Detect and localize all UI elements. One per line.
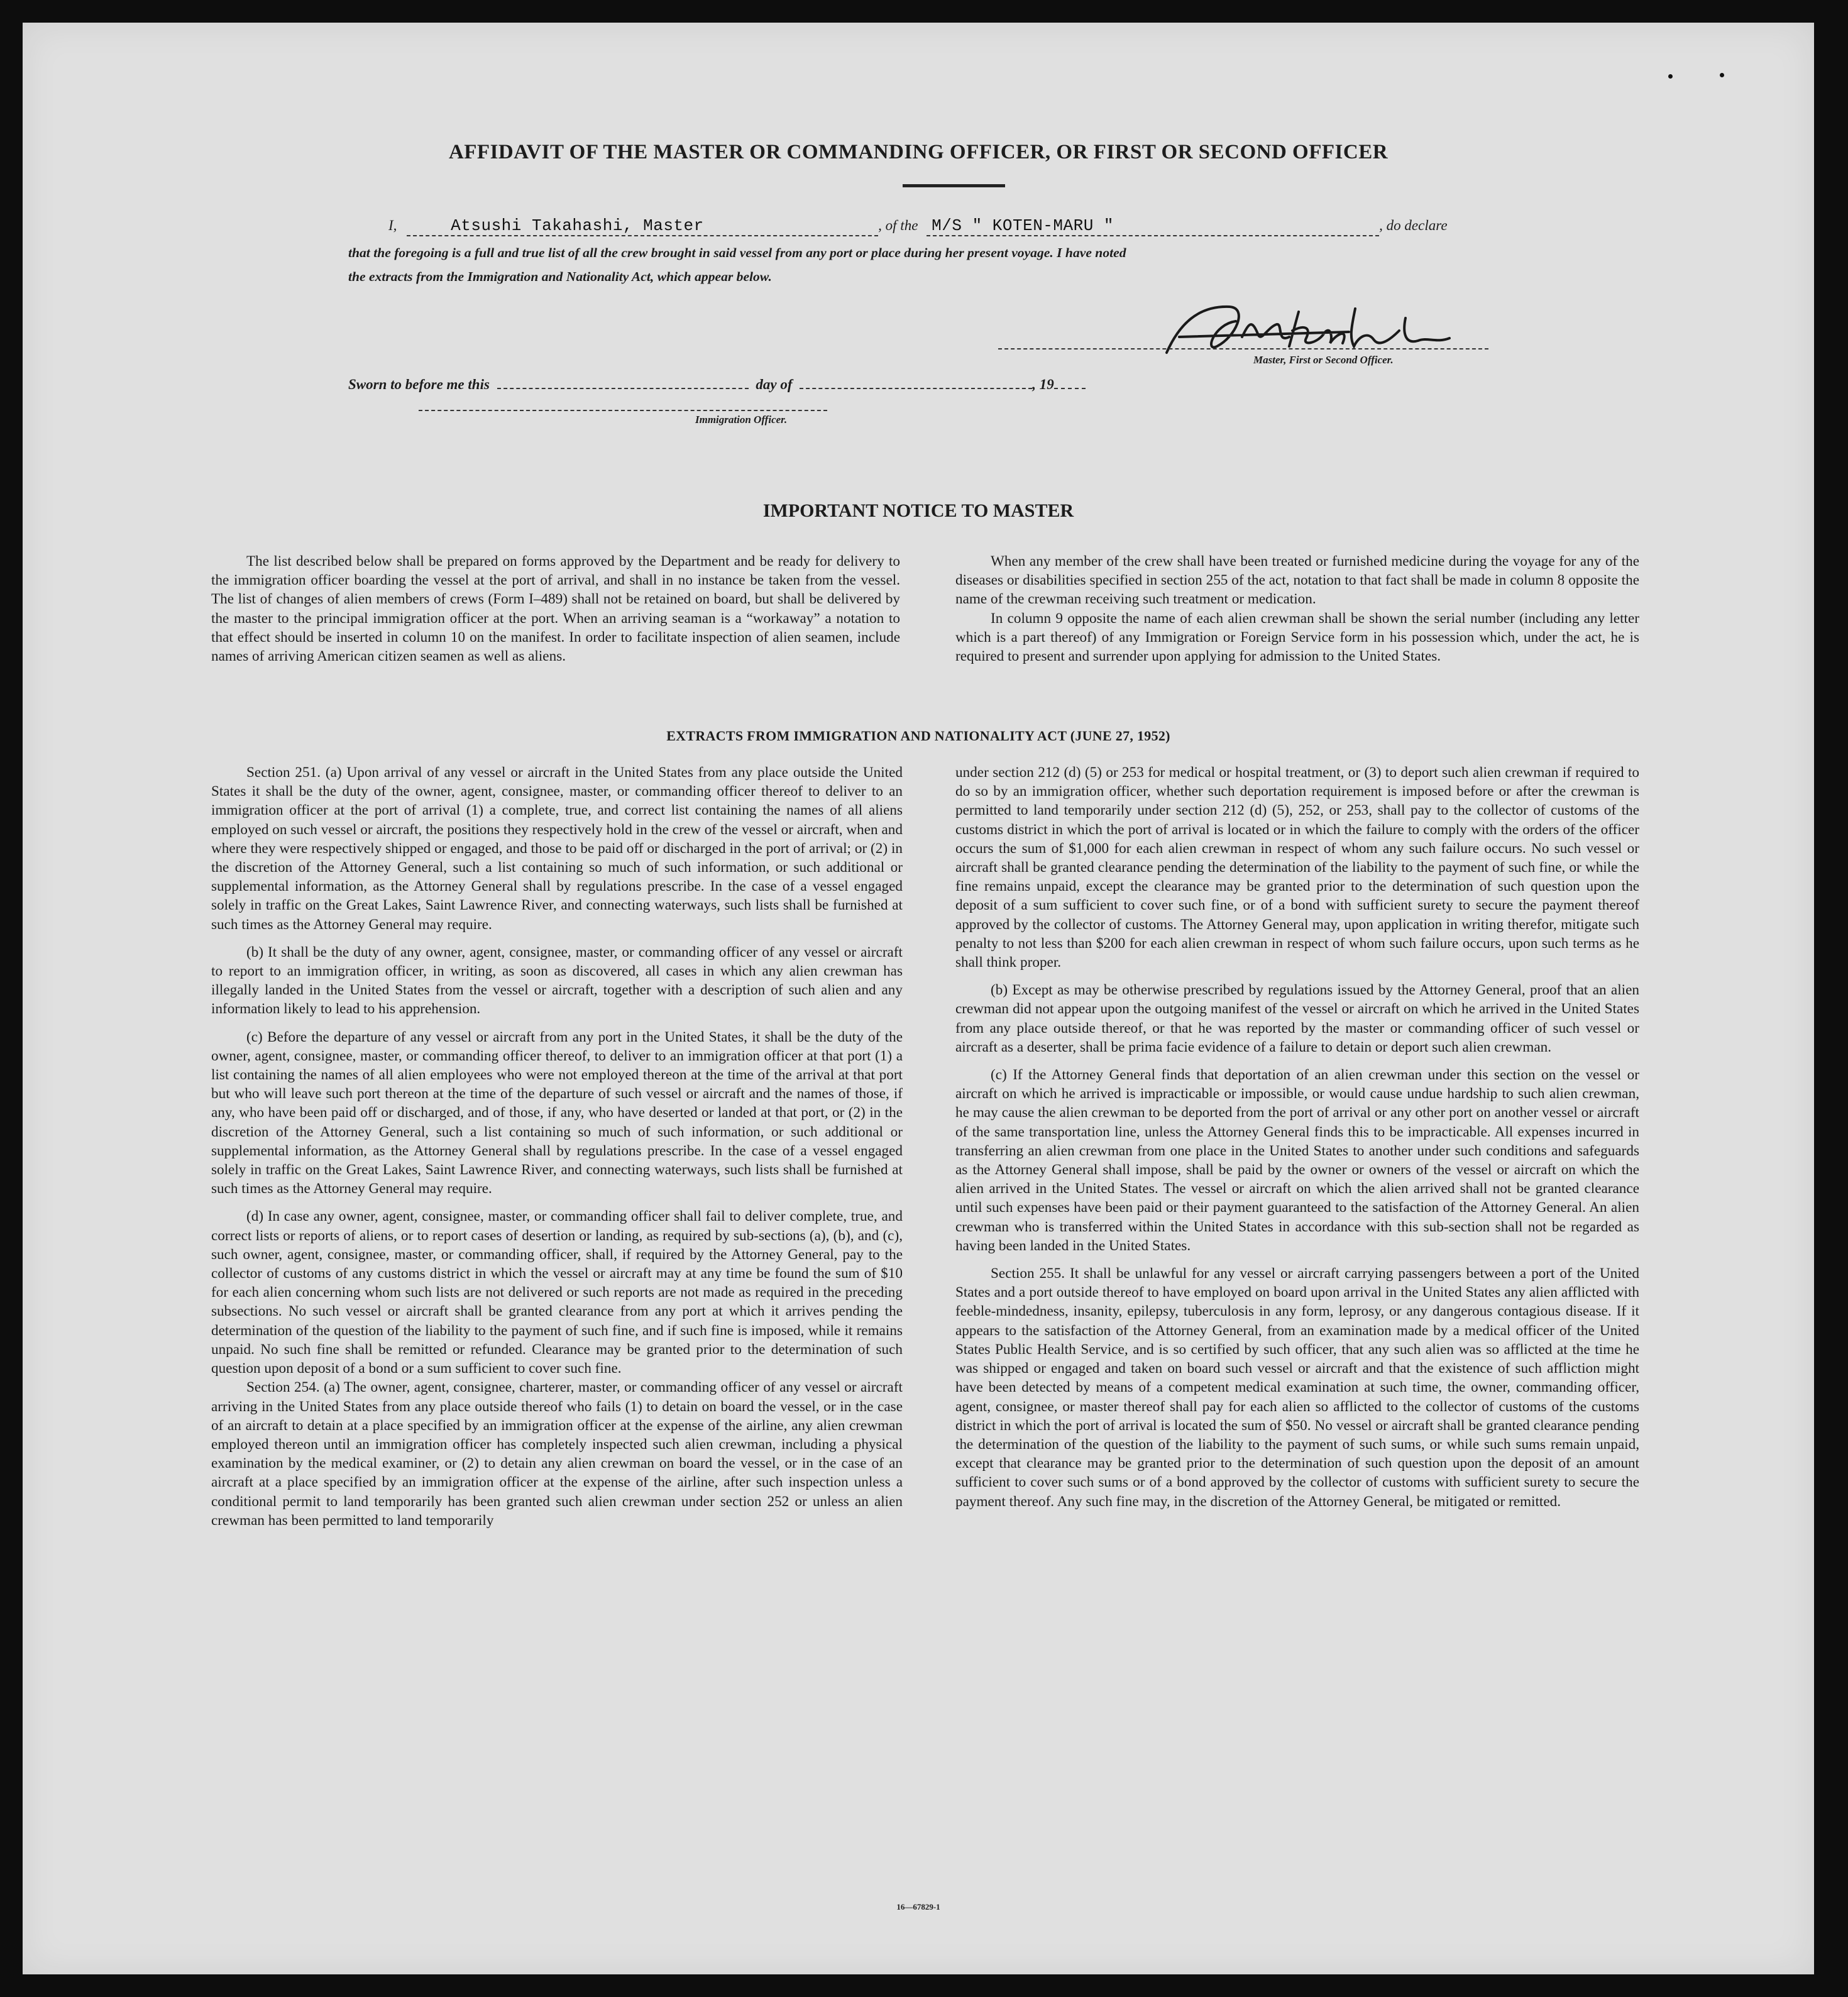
sworn-month-field xyxy=(800,388,1032,389)
scan-speck xyxy=(1668,74,1673,79)
statement-line-1: that the foregoing is a full and true list of all the crew brought in said vessel from any port or place during her present voyage. I have noted xyxy=(348,245,1126,260)
document-page xyxy=(23,23,1814,1974)
declarant-prefix: I, xyxy=(388,217,397,233)
section-251-d: (d) In case any owner, agent, consignee, master, or commanding officer shall fail to deliver complete, true, and correct lists or reports of aliens, or to report cases of desertion or landing, as required by sub-sections (a), (b), and (c), such owner, agent, consignee, master, or commanding officer, shall, if required by the Attorney General, pay to the collector of customs of any customs district in which the vessel or aircraft may at any time be found the sum of $10 for each alien concerning whom such lists are not delivered or such reports are not made as required in the preceding subsections. No such vessel or aircraft shall be granted clearance from any port at which it arrives pending the determination of the question of the liability to the payment of such fine, and if such fine is imposed, while it remains unpaid. No such fine shall be remitted or refunded. Clearance may be granted prior to the determination of such question upon deposit of a bond or a sum sufficient to cover such fine. xyxy=(211,1208,903,1377)
section-251-a: Section 251. (a) Upon arrival of any vessel or aircraft in the United States from any place outside the United States it shall be the duty of the owner, agent, consignee, master, or commanding officer thereof to deliver to an immigration officer at the port of arrival (1) a complete, true, and correct list containing the names of all aliens employed on such vessel or aircraft, the positions they respectively hold in the crew of the vessel or aircraft, when and where they were respectively shipped or engaged, and those to be paid off or discharged in the port of arrival; or (2) in the discretion of the Attorney General, such a list containing so much of such information, or such additional or supplemental information, as the Attorney General shall by regulations prescribe. In the case of a vessel engaged solely in traffic on the Great Lakes, Saint Lawrence River, and connecting waterways, such lists shall be furnished at such times as the Attorney General may require. xyxy=(211,764,903,933)
section-254-b: (b) Except as may be otherwise prescribed by regulations issued by the Attorney General, proof that an alien crewman did not appear upon the outgoing manifest of the vessel or aircraft on which he arrived in the United States from any place outside thereof, or that he was reported by the master or commanding officer of such vessel or aircraft as a deserter, shall be prima facie evidence of a failure to detain or deport such alien crewman. xyxy=(955,982,1639,1055)
vessel-name: M/S " KOTEN-MARU " xyxy=(932,216,1114,235)
notice-right-paragraph-1: When any member of the crew shall have been treated or furnished medicine during the voyage for any of the diseases or disabilities specified in section 255 of the act, notation to that fact shall be made in column 8 opposite the name of the crewman receiving such treatment or medication. xyxy=(955,553,1639,608)
extracts-title: EXTRACTS FROM IMMIGRATION AND NATIONALITY ACT (JUNE 27, 1952) xyxy=(666,728,1170,744)
officer-signature-line xyxy=(419,410,827,411)
statement-line-2: the extracts from the Immigration and Nationality Act, which appear below. xyxy=(348,269,772,284)
sworn-prefix: Sworn to before me this xyxy=(348,377,490,392)
scan-speck xyxy=(1720,73,1724,77)
notice-left-paragraph: The list described below shall be prepared on forms approved by the Department and be ready for delivery to the immigration officer boarding the vessel at the port of arrival, and shall in no instance be taken from the vessel. The list of changes of alien members of crews (Form I–489) shall not be retained on board, but shall be delivered by the master to the principal immigration officer at the port. When an arriving seaman is a “workaway” a notation to that effect should be inserted in column 10 on the manifest. In order to facilitate inspection of alien seamen, include names of arriving American citizen seamen as well as aliens. xyxy=(211,553,900,665)
sworn-year-field xyxy=(1054,388,1086,389)
signature-caption: Master, First or Second Officer. xyxy=(1253,354,1394,366)
notice-right-paragraph-2: In column 9 opposite the name of each alien crewman shall be shown the serial number (including any letter which is a part thereof) of any Immigration or Foreign Service form in his possession which, under the act, he is required to present and surrender upon applying for admission to the United States. xyxy=(955,610,1639,665)
signature-line xyxy=(998,348,1488,349)
notice-title: IMPORTANT NOTICE TO MASTER xyxy=(762,500,1074,521)
notice-right-column xyxy=(955,552,1639,666)
section-254-a: Section 254. (a) The owner, agent, consignee, charterer, master, or commanding officer of any vessel or aircraft arriving in the United States from any place outside thereof who fails (1) to detain on board the vessel, or in the case of an aircraft to detain at a place specified by an immigration officer at the expense of the airline, any alien crewman employed thereon until an immigration officer has completely inspected such alien crewman, including a physical examination by the medical examiner, or (2) to detain any alien crewman on board the vessel, or in the case of an aircraft at a place specified by an immigration officer at the expense of the airline, after such inspection unless a conditional permit to land temporarily has been granted such alien crewman under section 252 or unless an alien crewman has been permitted to land temporarily xyxy=(211,1379,903,1529)
declarant-name: Atsushi Takahashi, Master xyxy=(451,216,704,235)
day-of-label: day of xyxy=(756,377,793,392)
affidavit-title: AFFIDAVIT OF THE MASTER OR COMMANDING OFFICER, OR FIRST OR SECOND OFFICER xyxy=(448,141,1389,163)
section-254-a-continued: under section 212 (d) (5) or 253 for medical or hospital treatment, or (3) to deport such alien crewman if required to do so by an immigration officer, whether such deportation requirement is imposed before or after the crewman is permitted to land temporarily under section 212 (d) (5), 252, or 253, shall pay to the collector of customs of the customs district in which the port of arrival is located or in which the failure to comply with the orders of the officer occurs the sum of $1,000 for each alien crewman in respect of whom any such failure occurs. No such vessel or aircraft shall be granted clearance pending the determination of the liability to the payment of such fine, or while the fine remains unpaid, except the clearance may be granted prior to the determination of such question upon the deposit of a sum sufficient to cover such fine, or of a bond with sufficient surety to secure the payment thereof approved by the collector of customs. The Attorney General may, upon application in writing therefor, mitigate such penalty to not less than $200 for each alien crewman in respect of whom such failure occurs, upon such terms as he shall think proper. xyxy=(955,764,1639,971)
section-251-c: (c) Before the departure of any vessel or aircraft from any port in the United States, it shall be the duty of the owner, agent, consignee, master, or commanding officer thereof, to deliver to an immigration officer at that port (1) a list containing the names of all alien employees who were not employed thereon at the time of the arrival at that port but who will leave such port thereon at the time of the departure of such vessel or aircraft and the names of those, if any, who have been paid off or discharged, and of those, if any, who have deserted or landed at that port, or (2) in the discretion of the Attorney General, such a list containing so much of such information, or such additional or supplemental information, as the Attorney General shall by regulations prescribe. In the case of a vessel engaged solely in traffic on the Great Lakes, Saint Lawrence River, and connecting waterways, such lists shall be furnished at such times as the Attorney General may require. xyxy=(211,1028,903,1197)
vessel-field xyxy=(927,216,1379,236)
section-255: Section 255. It shall be unlawful for any vessel or aircraft carrying passengers between a port of the United States and a port outside thereof to have employed on board upon arrival in the United States any alien afflicted with feeble-mindedness, insanity, epilepsy, tuberculosis in any form, leprosy, or any dangerous contagious disease. If it appears to the satisfaction of the Attorney General, from an examination made by a medical officer of the United States Public Health Service, and is so certified by such officer, that any such alien was so afflicted at the time he was shipped or engaged and taken on board such vessel or aircraft and that the existence of such affliction might have been detected by means of a competent medical examination at such time, the owner, commanding officer, agent, consignee, or master thereof shall pay for each alien so afflicted to the collector of customs of the customs district in which the port of arrival is located the sum of $50. No vessel or aircraft shall be granted clearance pending the determination of the question of the liability to the payment of such sums, or while such sums remain unpaid, except that clearance may be granted prior to the determination of such question upon the deposit of an amount sufficient to cover such sums or of a bond approved by the collector of customs with sufficient surety to secure the payment thereof. Any such fine may, in the discretion of the Attorney General, be mitigated or remitted. xyxy=(955,1265,1639,1510)
section-254-c: (c) If the Attorney General finds that deportation of an alien crewman under this section on the vessel or aircraft on which he arrived is impracticable or impossible, or would cause undue hardship to such alien crewman, he may cause the alien crewman to be deported from the port of arrival or any other port on another vessel or aircraft of the same transportation line, unless the Attorney General finds this to be impracticable. All expenses incurred in transferring an alien crewman from one place in the United States to another under such conditions and safeguards as the Attorney General shall impose, shall be paid by the owner or owners of the vessel or aircraft on which the alien arrived in the United States. The vessel or aircraft on which the alien arrived shall not be granted clearance until such expenses have been paid or their payment guaranteed to the satisfaction of the Attorney General. An alien crewman who is transferred within the United States in accordance with this sub-section shall not be regarded as having been landed in the United States. xyxy=(955,1067,1639,1254)
declaration-line xyxy=(388,216,1448,236)
officer-caption: Immigration Officer. xyxy=(695,414,788,426)
do-declare-label: , do declare xyxy=(1379,217,1448,233)
year-prefix: , 19 xyxy=(1032,377,1054,392)
extracts-right-column xyxy=(955,763,1639,1511)
form-number: 16—67829-1 xyxy=(896,1902,940,1912)
declarant-field xyxy=(407,216,878,236)
section-251-b: (b) It shall be the duty of any owner, agent, consignee, master, or commanding officer of any vessel or aircraft to report to an immigration officer, in writing, as soon as discovered, all cases in which any alien crewman has illegally landed in the United States from the vessel or aircraft, together with a description of such alien and any information likely to lead to his apprehension. xyxy=(211,943,903,1018)
extracts-left-column xyxy=(211,763,903,1530)
sworn-date-field xyxy=(497,388,749,389)
notice-left-column xyxy=(211,552,900,666)
of-the-label: , of the xyxy=(878,217,918,233)
sworn-line xyxy=(348,377,1086,393)
title-rule xyxy=(903,184,1005,187)
